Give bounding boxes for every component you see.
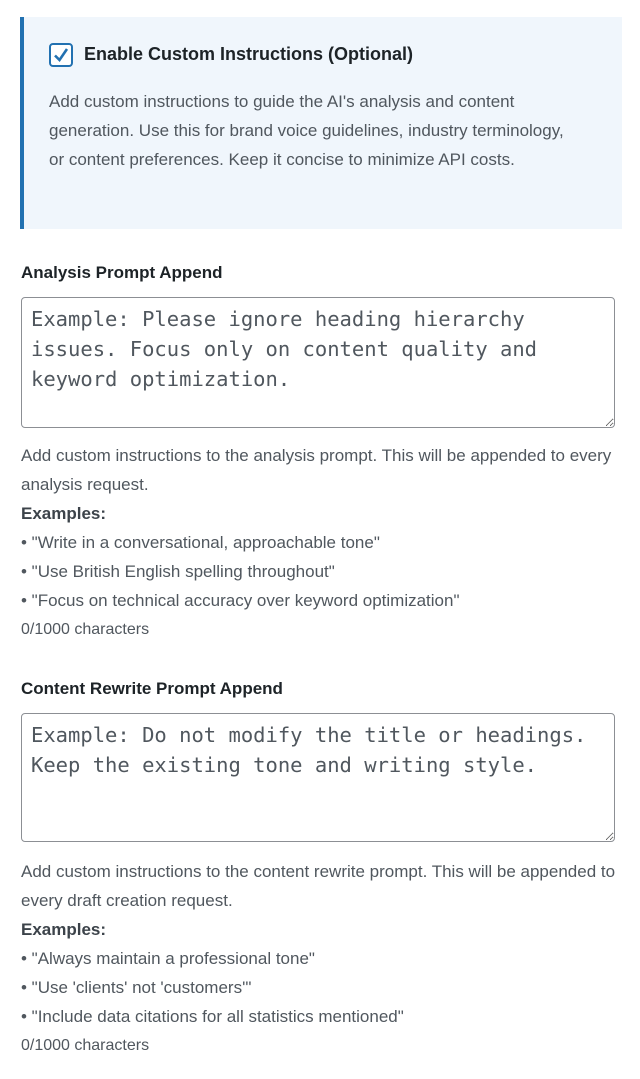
analysis-prompt-label: Analysis Prompt Append (21, 263, 223, 282)
enable-custom-instructions-checkbox[interactable] (49, 43, 73, 67)
analysis-example: • "Focus on technical accuracy over keyword optimization" (21, 591, 460, 610)
analysis-example: • "Use British English spelling throughout" (21, 562, 335, 581)
custom-instructions-panel (20, 17, 622, 229)
rewrite-example: • "Include data citations for all statistics mentioned" (21, 1007, 404, 1026)
custom-instructions-description: Add custom instructions to guide the AI's analysis and content generation. Use this for brand voice guidelines, industry terminology, or content preferences. Keep it concise to minimize API costs. (49, 92, 564, 169)
rewrite-examples-label: Examples: (21, 920, 107, 939)
rewrite-prompt-label: Content Rewrite Prompt Append (21, 679, 283, 698)
analysis-character-count: 0/1000 characters (21, 621, 150, 638)
analysis-help-text: Add custom instructions to the analysis prompt. This will be appended to every analysis request. (21, 446, 612, 494)
enable-custom-instructions-label[interactable]: Enable Custom Instructions (Optional) (84, 44, 414, 64)
rewrite-character-count: 0/1000 characters (21, 1037, 150, 1054)
rewrite-prompt-help (21, 857, 621, 1060)
rewrite-prompt-textarea[interactable] (21, 713, 615, 842)
checkmark-icon (52, 46, 70, 64)
analysis-example: • "Write in a conversational, approachable tone" (21, 533, 380, 552)
analysis-prompt-textarea[interactable] (21, 297, 615, 428)
analysis-examples-label: Examples: (21, 504, 107, 523)
rewrite-example: • "Always maintain a professional tone" (21, 949, 315, 968)
rewrite-example: • "Use 'clients' not 'customers'" (21, 978, 252, 997)
rewrite-help-text: Add custom instructions to the content rewrite prompt. This will be appended to every draft creation request. (21, 862, 616, 910)
analysis-prompt-help (21, 441, 621, 644)
